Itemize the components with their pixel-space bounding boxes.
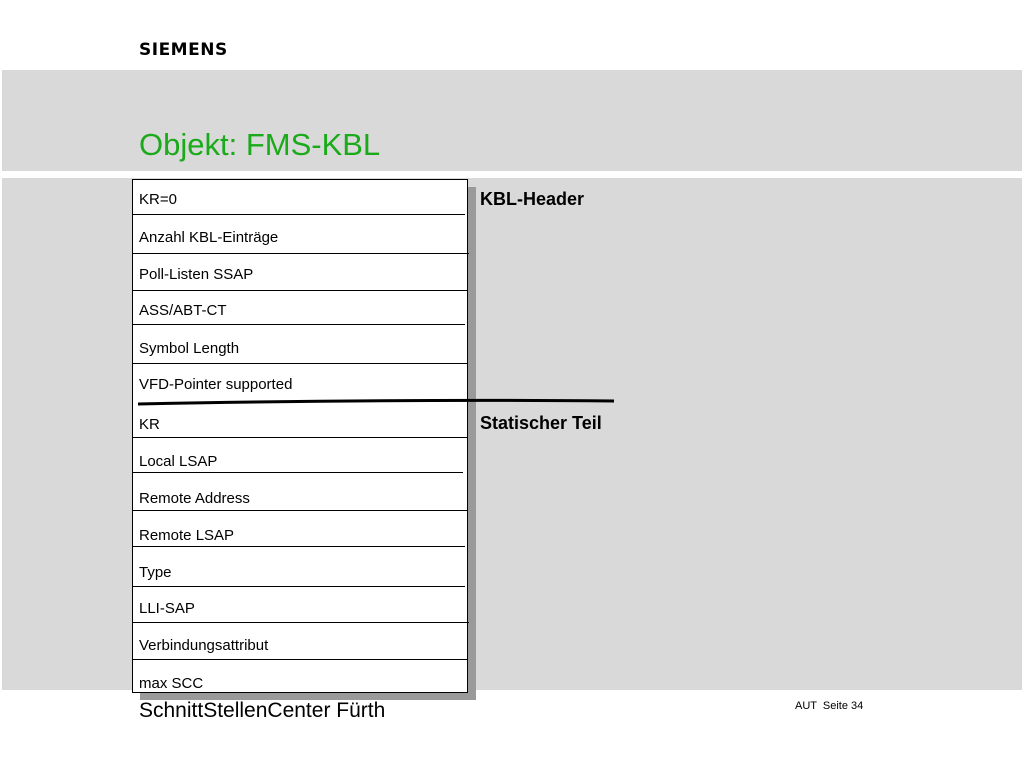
row-separator [133,622,469,623]
row-separator [133,546,465,547]
table-row-ass-abt: ASS/ABT-CT [139,302,227,319]
table-row-remote-lsap: Remote LSAP [139,527,235,544]
row-separator [133,253,469,254]
table-row-type: Type [139,564,172,581]
table-row-remote-address: Remote Address [139,490,250,507]
table-row-vfd-pointer: VFD-Pointer supported [139,376,293,393]
row-separator [133,214,465,215]
row-separator [133,437,467,438]
table-row-poll-listen: Poll-Listen SSAP [139,266,254,283]
table-row-local-lsap: Local LSAP [139,453,218,470]
row-separator [133,472,463,473]
table-row-anzahl-kbl: Anzahl KBL-Einträge [139,229,279,246]
footer-page-number: AUT Seite 34 [795,700,864,712]
table-row-kr0: KR=0 [139,191,177,208]
row-separator [133,324,465,325]
table-row-kr: KR [139,416,160,433]
footer-center-name: SchnittStellenCenter Fürth [139,699,386,722]
row-separator [133,510,467,511]
table-row-verbindungsattribut: Verbindungsattribut [139,637,269,654]
table-row-symbol-length: Symbol Length [139,340,240,357]
row-separator [133,659,467,660]
table-row-max-scc: max SCC [139,675,204,692]
row-separator [133,290,467,291]
siemens-logo: SIEMENS [139,40,228,60]
kbl-table [132,179,468,693]
row-separator [133,586,465,587]
row-separator [133,363,467,364]
table-row-lli-sap: LLI-SAP [139,600,195,617]
page-title: Objekt: FMS-KBL [139,127,381,162]
static-part-label: Statischer Teil [480,413,602,433]
kbl-header-label: KBL-Header [480,189,585,209]
